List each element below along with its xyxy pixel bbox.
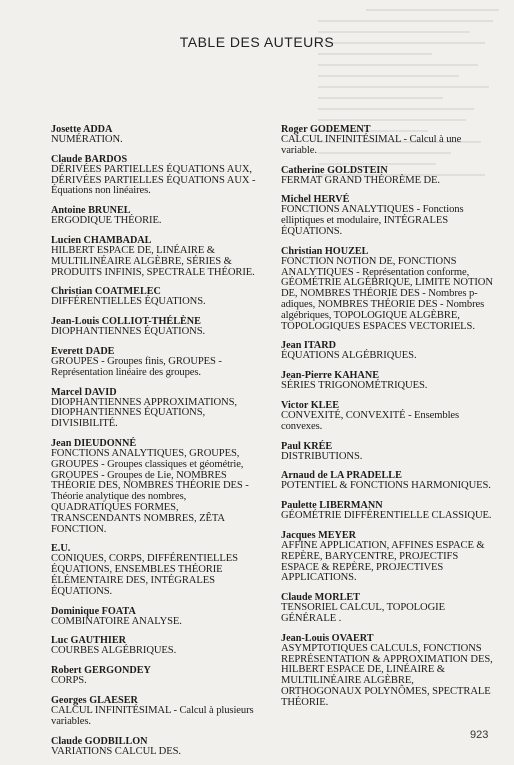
author-name: Jean-Louis OVAERT [281,632,374,644]
author-entry [51,606,261,628]
author-name: Dominique FOATA [51,605,136,617]
author-entry [281,194,493,237]
article-list: FONCTION NOTION DE, FONCTIONS ANALYTIQUES - Représentation conforme, GÉOMÉTRIE ALGÉBRIQUE, LIMITE NOTION DE, NOMBRES THÉORIE DES - Nombres p-adiques, NOMBRES THÉORIE DES - Nombres algébriques, TOPOLOGIQUE ALGÈBRE, TOPOLOGIQUES ESPACES VECTORIELS. [281,255,493,332]
author-name: Claude GODBILLON [51,735,148,747]
article-list: CONIQUES, CORPS, DIFFÉRENTIELLES ÉQUATIONS, ENSEMBLES THÉORIE ÉLÉMENTAIRE DES, INTÉGRALES ÉQUATIONS. [51,553,238,597]
article-list: CONVEXITÉ, CONVEXITÉ - Ensembles convexes. [281,409,460,432]
author-entry [281,340,493,362]
author-name: Catherine GOLDSTEIN [281,164,388,176]
author-entry [281,246,493,333]
article-list: CORPS. [51,675,87,687]
author-entry [281,441,493,463]
article-list: FERMAT GRAND THÉORÈME DE. [281,174,440,186]
author-name: Claude MORLET [281,592,360,604]
author-name: Jacques MEYER [281,529,356,541]
author-name: Everett DADE [51,345,115,357]
left-author-column [51,124,261,765]
author-entry [51,124,261,146]
article-list: ERGODIQUE THÉORIE. [51,215,162,227]
author-name: E.U. [51,543,71,555]
article-list: COURBES ALGÉBRIQUES. [51,645,177,657]
article-list: AFFINE APPLICATION, AFFINES ESPACE & REPÈRE, BARYCENTRE, PROJECTIFS ESPACE & REPÈRE, PROJECTIVES APPLICATIONS. [281,539,485,584]
author-entry [281,500,493,522]
author-name: Roger GODEMENT [281,124,371,135]
author-entry [51,286,261,308]
author-entry [281,370,493,392]
right-author-column [281,124,493,717]
author-entry [51,543,261,597]
author-entry [281,530,493,584]
author-entry [51,154,261,197]
article-list: ÉQUATIONS ALGÉBRIQUES. [281,350,417,362]
article-list: COMBINATOIRE ANALYSE. [51,615,182,627]
author-entry [51,635,261,657]
author-name: Michel HERVÉ [281,194,350,206]
author-entry [281,633,493,709]
author-name: Lucien CHAMBADAL [51,234,152,246]
author-entry [281,124,493,157]
article-list: FONCTIONS ANALYTIQUES - Fonctions elliptiques et modulaire, INTÉGRALES ÉQUATIONS. [281,204,464,237]
article-list: VARIATIONS CALCUL DES. [51,745,181,757]
author-name: Robert GERGONDEY [51,665,151,677]
author-name: Paul KRÉE [281,440,333,452]
author-entry [51,438,261,535]
author-name: Christian COATMELEC [51,286,161,298]
author-name: Georges GLAESER [51,694,138,706]
article-list: SÉRIES TRIGONOMÉTRIQUES. [281,380,428,392]
author-name: Victor KLEE [281,399,340,411]
author-entry [51,205,261,227]
author-entry [281,165,493,187]
author-entry [51,235,261,278]
article-list: CALCUL INFINITÉSIMAL - Calcul à plusieurs variables. [51,704,254,727]
author-entry [281,400,493,433]
author-name: Jean-Pierre KAHANE [281,370,379,382]
author-name: Paulette LIBERMANN [281,500,383,512]
author-entry [51,387,261,430]
article-list: DIOPHANTIENNES APPROXIMATIONS, DIOPHANTIENNES ÉQUATIONS, DIVISIBILITÉ. [51,396,237,430]
author-name: Marcel DAVID [51,386,117,398]
article-list: ASYMPTOTIQUES CALCULS, FONCTIONS REPRÉSENTATION & APPROXIMATION DES, HILBERT ESPACE DE, LINÉAIRE & MULTILINÉAIRE ALGÈBRE, ORTHOGONAUX POLYNÔMES, SPECTRALE THÉORIE. [281,642,493,708]
author-name: Jean ITARD [281,340,336,352]
author-name: Luc GAUTHIER [51,635,127,647]
article-list: HILBERT ESPACE DE, LINÉAIRE & MULTILINÉAIRE ALGÈBRE, SÉRIES & PRODUITS INFINIS, SPECTRALE THÉORIE. [51,244,255,278]
article-list: DIFFÉRENTIELLES ÉQUATIONS. [51,296,206,308]
article-list: POTENTIEL & FONCTIONS HARMONIQUES. [281,480,491,492]
author-entry [281,470,493,492]
article-list: FONCTIONS ANALYTIQUES, GROUPES, GROUPES - Groupes classiques et géométrie, GROUPES - Groupes de Lie, NOMBRES THÉORIE DES, NOMBRES THÉORIE DES - Théorie analytique des nombres, QUADRATIQUES FORMES, TRANSCENDANTS NOMBRES, ZÊTA FONCTION. [51,447,249,535]
article-list: TENSORIEL CALCUL, TOPOLOGIE GÉNÉRALE . [281,602,445,624]
article-list: CALCUL INFINITÉSIMAL - Calcul à une variable. [281,134,462,156]
article-list: NUMÉRATION. [51,134,123,145]
author-name: Josette ADDA [51,124,113,135]
page-number: 923 [470,729,489,741]
article-list: GROUPES - Groupes finis, GROUPES - Représentation linéaire des groupes. [51,355,222,378]
author-entry [51,665,261,687]
author-entry [51,316,261,338]
author-entry [51,695,261,728]
author-name: Arnaud de LA PRADELLE [281,470,402,482]
author-name: Claude BARDOS [51,153,128,165]
author-name: Antoine BRUNEL [51,205,131,217]
article-list: DÉRIVÉES PARTIELLES ÉQUATIONS AUX, DÉRIVÉES PARTIELLES ÉQUATIONS AUX - Équations non linéaires. [51,163,256,197]
author-entry [51,346,261,379]
page-title: TABLE DES AUTEURS [179,34,335,50]
author-name: Christian HOUZEL [281,245,369,257]
article-list: DIOPHANTIENNES ÉQUATIONS. [51,326,206,338]
author-entry [51,736,261,758]
article-list: GÉOMÉTRIE DIFFÉRENTIELLE CLASSIQUE. [281,510,492,522]
author-name: Jean-Louis COLLIOT-THÉLÈNE [51,316,201,328]
article-list: DISTRIBUTIONS. [281,450,363,462]
author-name: Jean DIEUDONNÉ [51,437,137,449]
author-entry [281,592,493,625]
